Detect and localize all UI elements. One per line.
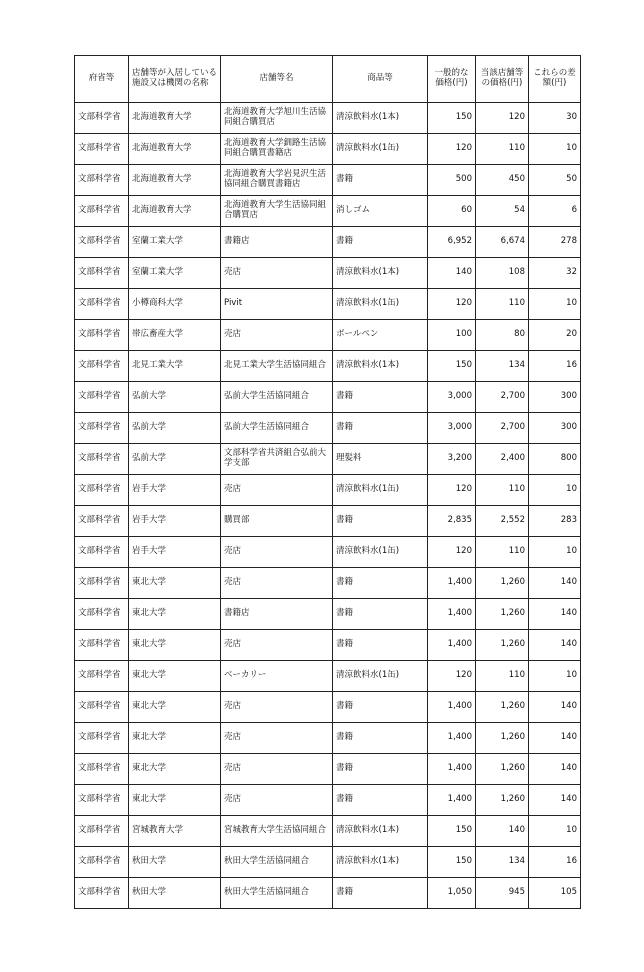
table-row xyxy=(75,723,581,754)
difference-cell: 800 xyxy=(529,444,581,475)
store-price-cell: 2,700 xyxy=(476,413,529,444)
product-cell: ボールペン xyxy=(333,320,428,351)
general-price-cell: 150 xyxy=(428,103,476,134)
table-row xyxy=(75,103,581,134)
product-cell: 書籍 xyxy=(333,506,428,537)
table-row xyxy=(75,351,581,382)
ministry-cell: 文部科学省 xyxy=(75,692,129,723)
store-price-cell: 110 xyxy=(476,289,529,320)
facility-cell: 東北大学 xyxy=(129,568,221,599)
facility-cell: 小樽商科大学 xyxy=(129,289,221,320)
store-price-cell: 54 xyxy=(476,196,529,227)
store-price-cell: 134 xyxy=(476,351,529,382)
difference-cell: 32 xyxy=(529,258,581,289)
facility-cell: 北見工業大学 xyxy=(129,351,221,382)
table-row xyxy=(75,785,581,816)
store-price-cell: 110 xyxy=(476,134,529,165)
table-row xyxy=(75,444,581,475)
facility-cell: 岩手大学 xyxy=(129,506,221,537)
ministry-cell: 文部科学省 xyxy=(75,475,129,506)
store-cell: 売店 xyxy=(221,320,333,351)
difference-cell: 10 xyxy=(529,289,581,320)
ministry-cell: 文部科学省 xyxy=(75,785,129,816)
difference-cell: 6 xyxy=(529,196,581,227)
product-cell: 清涼飲料水(1本) xyxy=(333,103,428,134)
store-price-cell: 2,552 xyxy=(476,506,529,537)
general-price-cell: 150 xyxy=(428,847,476,878)
product-cell: 書籍 xyxy=(333,599,428,630)
difference-cell: 140 xyxy=(529,630,581,661)
product-cell: 書籍 xyxy=(333,413,428,444)
ministry-cell: 文部科学省 xyxy=(75,568,129,599)
product-cell: 清涼飲料水(1本) xyxy=(333,351,428,382)
store-cell: 売店 xyxy=(221,568,333,599)
general-price-cell: 120 xyxy=(428,661,476,692)
difference-cell: 140 xyxy=(529,692,581,723)
product-cell: 清涼飲料水(1缶) xyxy=(333,289,428,320)
general-price-cell: 120 xyxy=(428,134,476,165)
difference-cell: 140 xyxy=(529,568,581,599)
store-cell: 売店 xyxy=(221,754,333,785)
table-row xyxy=(75,661,581,692)
product-cell: 清涼飲料水(1本) xyxy=(333,847,428,878)
table-row xyxy=(75,475,581,506)
table-row xyxy=(75,134,581,165)
difference-cell: 50 xyxy=(529,165,581,196)
store-cell: 北海道教育大学旭川生活協同組合購買店 xyxy=(221,103,333,134)
ministry-cell: 文部科学省 xyxy=(75,382,129,413)
general-price-cell: 120 xyxy=(428,537,476,568)
store-cell: 弘前大学生活協同組合 xyxy=(221,413,333,444)
facility-cell: 岩手大学 xyxy=(129,475,221,506)
difference-cell: 140 xyxy=(529,785,581,816)
store-cell: 北見工業大学生活協同組合 xyxy=(221,351,333,382)
ministry-cell: 文部科学省 xyxy=(75,134,129,165)
difference-cell: 140 xyxy=(529,754,581,785)
store-price-cell: 2,700 xyxy=(476,382,529,413)
general-price-cell: 3,000 xyxy=(428,413,476,444)
store-price-cell: 140 xyxy=(476,816,529,847)
table-row xyxy=(75,847,581,878)
header-store-price: 当該店舗等の価格(円) xyxy=(476,56,529,103)
table-row xyxy=(75,289,581,320)
table-row xyxy=(75,165,581,196)
difference-cell: 10 xyxy=(529,475,581,506)
store-price-cell: 110 xyxy=(476,661,529,692)
ministry-cell: 文部科学省 xyxy=(75,103,129,134)
product-cell: 書籍 xyxy=(333,692,428,723)
difference-cell: 300 xyxy=(529,413,581,444)
store-cell: 売店 xyxy=(221,785,333,816)
difference-cell: 10 xyxy=(529,661,581,692)
product-cell: 書籍 xyxy=(333,382,428,413)
general-price-cell: 1,400 xyxy=(428,599,476,630)
difference-cell: 140 xyxy=(529,723,581,754)
ministry-cell: 文部科学省 xyxy=(75,754,129,785)
store-cell: 北海道教育大学生活協同組合購買店 xyxy=(221,196,333,227)
facility-cell: 弘前大学 xyxy=(129,444,221,475)
facility-cell: 北海道教育大学 xyxy=(129,103,221,134)
store-price-cell: 134 xyxy=(476,847,529,878)
product-cell: 書籍 xyxy=(333,630,428,661)
product-cell: 書籍 xyxy=(333,165,428,196)
store-cell: 文部科学省共済組合弘前大学支部 xyxy=(221,444,333,475)
product-cell: 消しゴム xyxy=(333,196,428,227)
table-row xyxy=(75,382,581,413)
store-price-cell: 110 xyxy=(476,537,529,568)
general-price-cell: 6,952 xyxy=(428,227,476,258)
difference-cell: 10 xyxy=(529,134,581,165)
general-price-cell: 120 xyxy=(428,289,476,320)
ministry-cell: 文部科学省 xyxy=(75,537,129,568)
store-price-cell: 80 xyxy=(476,320,529,351)
store-price-cell: 1,260 xyxy=(476,754,529,785)
general-price-cell: 120 xyxy=(428,475,476,506)
store-price-cell: 108 xyxy=(476,258,529,289)
general-price-cell: 100 xyxy=(428,320,476,351)
store-cell: 売店 xyxy=(221,537,333,568)
difference-cell: 105 xyxy=(529,878,581,909)
table-header-row xyxy=(75,56,581,103)
store-price-cell: 450 xyxy=(476,165,529,196)
table-row xyxy=(75,506,581,537)
store-price-cell: 120 xyxy=(476,103,529,134)
store-cell: 秋田大学生活協同組合 xyxy=(221,847,333,878)
ministry-cell: 文部科学省 xyxy=(75,289,129,320)
product-cell: 清涼飲料水(1缶) xyxy=(333,661,428,692)
product-cell: 清涼飲料水(1缶) xyxy=(333,475,428,506)
difference-cell: 278 xyxy=(529,227,581,258)
ministry-cell: 文部科学省 xyxy=(75,506,129,537)
general-price-cell: 140 xyxy=(428,258,476,289)
table-row xyxy=(75,599,581,630)
ministry-cell: 文部科学省 xyxy=(75,661,129,692)
difference-cell: 10 xyxy=(529,816,581,847)
ministry-cell: 文部科学省 xyxy=(75,599,129,630)
facility-cell: 東北大学 xyxy=(129,785,221,816)
table-row xyxy=(75,568,581,599)
store-price-cell: 2,400 xyxy=(476,444,529,475)
ministry-cell: 文部科学省 xyxy=(75,630,129,661)
table-row xyxy=(75,692,581,723)
facility-cell: 北海道教育大学 xyxy=(129,165,221,196)
facility-cell: 宮城教育大学 xyxy=(129,816,221,847)
ministry-cell: 文部科学省 xyxy=(75,847,129,878)
facility-cell: 東北大学 xyxy=(129,723,221,754)
store-price-cell: 1,260 xyxy=(476,723,529,754)
general-price-cell: 1,400 xyxy=(428,754,476,785)
ministry-cell: 文部科学省 xyxy=(75,258,129,289)
store-cell: 宮城教育大学生活協同組合 xyxy=(221,816,333,847)
product-cell: 清涼飲料水(1缶) xyxy=(333,134,428,165)
facility-cell: 東北大学 xyxy=(129,754,221,785)
general-price-cell: 1,400 xyxy=(428,785,476,816)
header-facility: 店舗等が入居している施設又は機関の名称 xyxy=(129,56,221,103)
store-cell: 売店 xyxy=(221,723,333,754)
ministry-cell: 文部科学省 xyxy=(75,878,129,909)
facility-cell: 室蘭工業大学 xyxy=(129,258,221,289)
product-cell: 書籍 xyxy=(333,878,428,909)
store-cell: 弘前大学生活協同組合 xyxy=(221,382,333,413)
store-cell: 書籍店 xyxy=(221,227,333,258)
facility-cell: 秋田大学 xyxy=(129,847,221,878)
store-cell: 書籍店 xyxy=(221,599,333,630)
product-cell: 清涼飲料水(1本) xyxy=(333,816,428,847)
table-row xyxy=(75,816,581,847)
store-cell: ベーカリー xyxy=(221,661,333,692)
facility-cell: 岩手大学 xyxy=(129,537,221,568)
table-row xyxy=(75,196,581,227)
facility-cell: 東北大学 xyxy=(129,599,221,630)
ministry-cell: 文部科学省 xyxy=(75,413,129,444)
store-price-cell: 945 xyxy=(476,878,529,909)
facility-cell: 帯広畜産大学 xyxy=(129,320,221,351)
store-price-cell: 1,260 xyxy=(476,785,529,816)
difference-cell: 10 xyxy=(529,537,581,568)
difference-cell: 300 xyxy=(529,382,581,413)
table-row xyxy=(75,630,581,661)
table-row xyxy=(75,537,581,568)
general-price-cell: 2,835 xyxy=(428,506,476,537)
store-price-cell: 1,260 xyxy=(476,692,529,723)
product-cell: 清涼飲料水(1本) xyxy=(333,258,428,289)
store-cell: 売店 xyxy=(221,692,333,723)
general-price-cell: 3,000 xyxy=(428,382,476,413)
product-cell: 書籍 xyxy=(333,568,428,599)
store-price-cell: 110 xyxy=(476,475,529,506)
ministry-cell: 文部科学省 xyxy=(75,444,129,475)
ministry-cell: 文部科学省 xyxy=(75,816,129,847)
header-product: 商品等 xyxy=(333,56,428,103)
facility-cell: 秋田大学 xyxy=(129,878,221,909)
general-price-cell: 150 xyxy=(428,351,476,382)
store-cell: 北海道教育大学釧路生活協同組合購買書籍店 xyxy=(221,134,333,165)
facility-cell: 弘前大学 xyxy=(129,413,221,444)
facility-cell: 東北大学 xyxy=(129,661,221,692)
product-cell: 書籍 xyxy=(333,754,428,785)
difference-cell: 20 xyxy=(529,320,581,351)
ministry-cell: 文部科学省 xyxy=(75,723,129,754)
table-row xyxy=(75,227,581,258)
general-price-cell: 3,200 xyxy=(428,444,476,475)
ministry-cell: 文部科学省 xyxy=(75,227,129,258)
general-price-cell: 150 xyxy=(428,816,476,847)
general-price-cell: 1,400 xyxy=(428,630,476,661)
difference-cell: 16 xyxy=(529,351,581,382)
facility-cell: 北海道教育大学 xyxy=(129,196,221,227)
difference-cell: 140 xyxy=(529,599,581,630)
general-price-cell: 1,050 xyxy=(428,878,476,909)
table-row xyxy=(75,754,581,785)
ministry-cell: 文部科学省 xyxy=(75,196,129,227)
general-price-cell: 1,400 xyxy=(428,692,476,723)
header-difference: これらの差額(円) xyxy=(529,56,581,103)
product-cell: 理髪料 xyxy=(333,444,428,475)
header-store: 店舗等名 xyxy=(221,56,333,103)
ministry-cell: 文部科学省 xyxy=(75,165,129,196)
table-row xyxy=(75,320,581,351)
general-price-cell: 1,400 xyxy=(428,568,476,599)
store-price-cell: 6,674 xyxy=(476,227,529,258)
store-cell: 購買部 xyxy=(221,506,333,537)
table-row xyxy=(75,878,581,909)
facility-cell: 東北大学 xyxy=(129,630,221,661)
difference-cell: 30 xyxy=(529,103,581,134)
facility-cell: 北海道教育大学 xyxy=(129,134,221,165)
difference-cell: 283 xyxy=(529,506,581,537)
difference-cell: 16 xyxy=(529,847,581,878)
store-price-cell: 1,260 xyxy=(476,630,529,661)
general-price-cell: 60 xyxy=(428,196,476,227)
facility-cell: 東北大学 xyxy=(129,692,221,723)
facility-cell: 弘前大学 xyxy=(129,382,221,413)
header-ministry: 府省等 xyxy=(75,56,129,103)
product-cell: 書籍 xyxy=(333,785,428,816)
table-body xyxy=(75,103,581,909)
store-cell: 秋田大学生活協同組合 xyxy=(221,878,333,909)
facility-cell: 室蘭工業大学 xyxy=(129,227,221,258)
header-general-price: 一般的な価格(円) xyxy=(428,56,476,103)
ministry-cell: 文部科学省 xyxy=(75,320,129,351)
price-comparison-table xyxy=(74,55,581,909)
general-price-cell: 500 xyxy=(428,165,476,196)
document-page xyxy=(74,55,580,909)
product-cell: 清涼飲料水(1缶) xyxy=(333,537,428,568)
table-row xyxy=(75,413,581,444)
store-cell: 売店 xyxy=(221,258,333,289)
product-cell: 書籍 xyxy=(333,723,428,754)
store-cell: 売店 xyxy=(221,475,333,506)
table-row xyxy=(75,258,581,289)
product-cell: 書籍 xyxy=(333,227,428,258)
store-cell: 北海道教育大学岩見沢生活協同組合購買書籍店 xyxy=(221,165,333,196)
ministry-cell: 文部科学省 xyxy=(75,351,129,382)
store-price-cell: 1,260 xyxy=(476,568,529,599)
store-cell: 売店 xyxy=(221,630,333,661)
store-cell: Pivit xyxy=(221,289,333,320)
general-price-cell: 1,400 xyxy=(428,723,476,754)
store-price-cell: 1,260 xyxy=(476,599,529,630)
